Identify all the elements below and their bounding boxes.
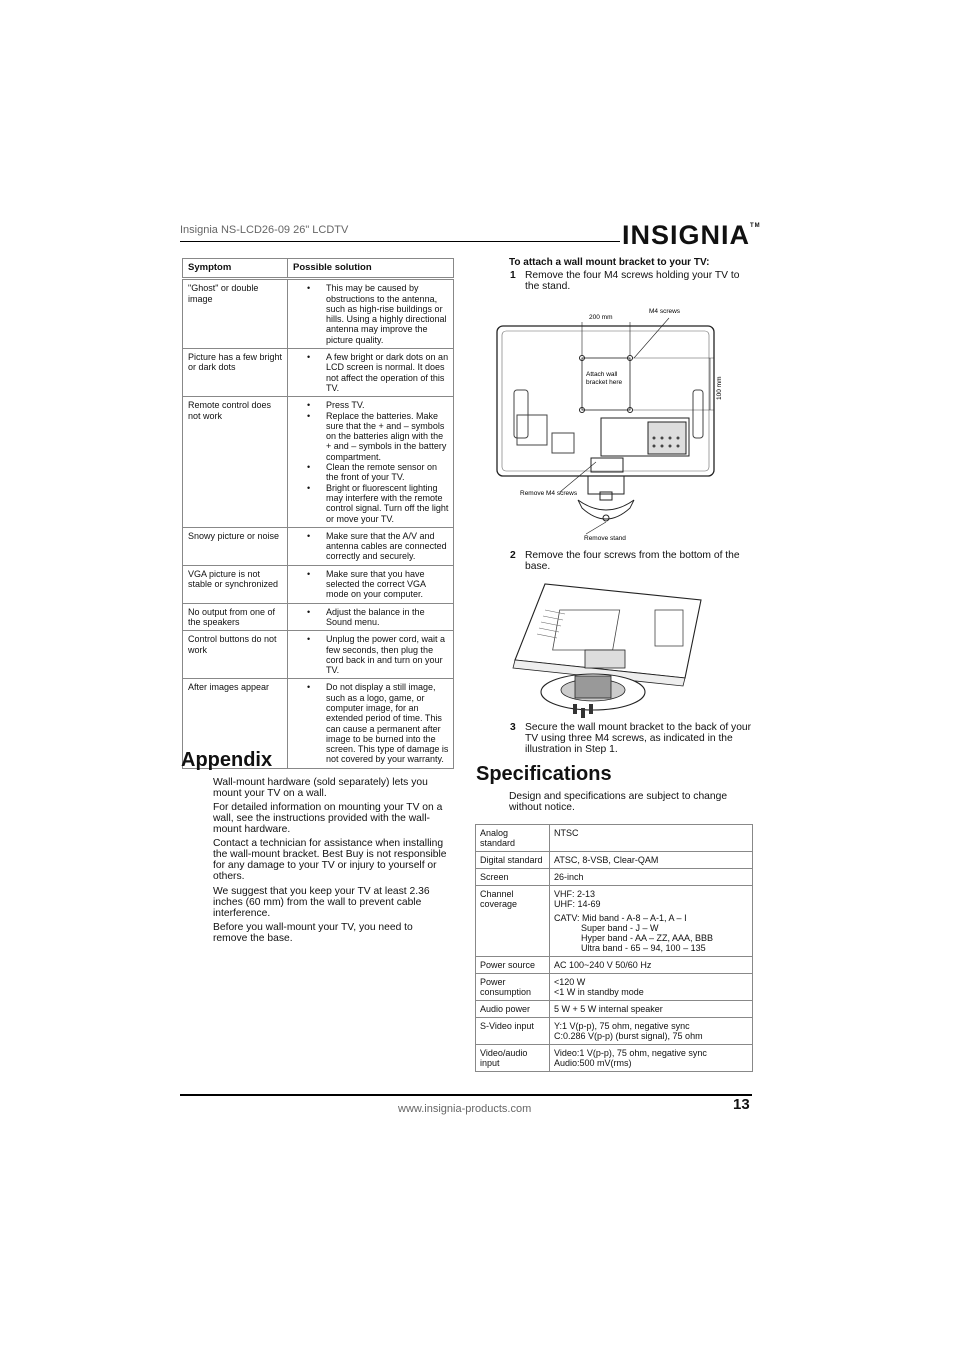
table-row — [183, 279, 454, 349]
spec-key: Audio power — [476, 1001, 550, 1018]
symptom-cell: Remote control does not work — [183, 397, 288, 528]
table-row — [476, 869, 753, 886]
solution-item: • Do not display a still image, such as a logo, game, or computer image, for an extended period of time. This can cause a permanent after image to be burned into the screen. This type of damage is not covered by your warranty. — [326, 682, 449, 764]
troubleshooting-table — [182, 258, 454, 769]
spec-value-line: <120 W — [554, 977, 586, 987]
figure-label: bracket here — [586, 379, 623, 386]
spec-value — [550, 1001, 753, 1018]
spec-key: Video/audio input — [476, 1045, 550, 1072]
table-row — [476, 825, 753, 852]
spec-value-line: Video:1 V(p-p), 75 ohm, negative sync — [554, 1048, 707, 1058]
table-row — [183, 397, 454, 528]
table-row — [183, 565, 454, 603]
solution-cell — [288, 349, 454, 397]
spec-value — [550, 1018, 753, 1045]
spec-key: S-Video input — [476, 1018, 550, 1045]
symptom-cell: Picture has a few bright or dark dots — [183, 349, 288, 397]
solution-item: • Adjust the balance in the Sound menu. — [326, 607, 449, 628]
table-row — [476, 1018, 753, 1045]
header-rule — [180, 241, 620, 242]
solution-cell — [288, 397, 454, 528]
figure-label: M4 screws — [649, 308, 681, 315]
spec-key: Analog standard — [476, 825, 550, 852]
spec-value-line: C:0.286 V(p-p) (burst signal), 75 ohm — [554, 1031, 703, 1041]
step-number: 1 — [510, 270, 516, 281]
tv-back-illustration — [494, 300, 726, 548]
spec-value-line: VHF: 2-13 — [554, 889, 596, 899]
step-number: 3 — [510, 722, 516, 733]
table-row — [476, 852, 753, 869]
spec-value-line: Hyper band - AA – ZZ, AAA, BBB — [581, 933, 714, 943]
logo-tm: TM — [750, 223, 761, 229]
symptom-header: Symptom — [183, 259, 288, 279]
solution-item: • This may be caused by obstructions to the antenna, such as high-rise buildings or hills. Using a highly directional antenna may improve the picture quality. — [326, 283, 449, 345]
solution-item: • Unplug the power cord, wait a few seconds, then plug the cord back in and turn on your TV. — [326, 634, 449, 675]
solution-cell — [288, 631, 454, 679]
step-3 — [510, 722, 753, 755]
spec-value — [550, 1045, 753, 1072]
appendix-paragraph: We suggest that you keep your TV at least 2.36 inches (60 mm) from the wall to prevent cable interference. — [213, 886, 430, 919]
solution-item: • Make sure that the A/V and antenna cables are connected correctly and securely. — [326, 531, 449, 562]
figure-label: Attach wall — [586, 371, 618, 378]
appendix-heading: Appendix — [181, 749, 273, 771]
spec-key: Power source — [476, 957, 550, 974]
step-2 — [510, 550, 753, 572]
table-row — [476, 886, 753, 957]
running-header: Insignia NS-LCD26-09 26" LCDTV — [180, 224, 349, 236]
solution-item: • A few bright or dark dots on an LCD screen is normal. It does not affect the operation of this TV. — [326, 352, 449, 393]
table-row — [183, 631, 454, 679]
figure-label: Remove M4 screws — [520, 490, 578, 497]
solution-cell — [288, 565, 454, 603]
symptom-cell: Snowy picture or noise — [183, 527, 288, 565]
appendix-paragraph: Before you wall-mount your TV, you need to remove the base. — [213, 922, 413, 944]
solution-item: • Clean the remote sensor on the front of your TV. — [326, 462, 449, 483]
step-1 — [510, 270, 753, 292]
spec-value-line: NTSC — [554, 828, 579, 838]
spec-value-line: Y:1 V(p-p), 75 ohm, negative sync — [554, 1021, 690, 1031]
appendix-paragraph: For detailed information on mounting your TV on a wall, see the instructions provided with the wall-mount hardware. — [213, 802, 443, 835]
spec-value-line: Audio:500 mV(rms) — [554, 1058, 632, 1068]
symptom-cell: No output from one of the speakers — [183, 603, 288, 631]
spec-value-line: 5 W + 5 W internal speaker — [554, 1004, 663, 1014]
step-text: Secure the wall mount bracket to the back of your TV using three M4 screws, as indicated in the illustration in Step 1. — [525, 722, 752, 755]
figure-label: 100 mm — [716, 376, 723, 400]
specifications-table — [475, 824, 753, 1072]
spec-value-line: UHF: 14-69 — [554, 899, 601, 909]
table-row — [183, 603, 454, 631]
appendix-paragraph: Contact a technician for assistance when installing the wall-mount bracket. Best Buy is not responsible for any damage to your TV or injury to yourself or others. — [213, 838, 447, 882]
figure-label: 200 mm — [589, 314, 613, 321]
spec-value — [550, 852, 753, 869]
insignia-logo — [622, 220, 761, 251]
spec-value-line: AC 100~240 V 50/60 Hz — [554, 960, 652, 970]
spec-key: Screen — [476, 869, 550, 886]
spec-value-line: Ultra band - 65 – 94, 100 – 135 — [581, 943, 706, 953]
solution-cell — [288, 527, 454, 565]
solution-header: Possible solution — [288, 259, 454, 279]
solution-item: • Replace the batteries. Make sure that the + and – symbols on the batteries align with the + and – symbols in the battery compartment. — [326, 411, 449, 462]
footer-url: www.insignia-products.com — [398, 1103, 532, 1115]
page-number: 13 — [733, 1096, 750, 1113]
appendix-paragraph: Wall-mount hardware (sold separately) lets you mount your TV on a wall. — [213, 777, 428, 799]
table-row — [476, 974, 753, 1001]
spec-key: Power consumption — [476, 974, 550, 1001]
symptom-cell: Control buttons do not work — [183, 631, 288, 679]
spec-key: Channel coverage — [476, 886, 550, 957]
spec-value — [550, 869, 753, 886]
spec-value-line: 26-inch — [554, 872, 584, 882]
spec-value — [550, 825, 753, 852]
footer-rule — [180, 1094, 752, 1096]
solution-cell — [288, 603, 454, 631]
wall-mount-instructions-title: To attach a wall mount bracket to your TV: — [509, 257, 710, 268]
specifications-heading: Specifications — [476, 763, 612, 785]
base-removal-illustration — [505, 580, 705, 720]
solution-cell — [288, 679, 454, 768]
table-row — [476, 1045, 753, 1072]
symptom-cell: VGA picture is not stable or synchronized — [183, 565, 288, 603]
table-row — [183, 349, 454, 397]
solution-item: • Bright or fluorescent lighting may interfere with the remote control signal. Turn off the light or move your TV. — [326, 483, 449, 524]
spec-value-line: <1 W in standby mode — [554, 987, 644, 997]
spec-value — [550, 974, 753, 1001]
spec-value — [550, 957, 753, 974]
table-row — [476, 1001, 753, 1018]
spec-key: Digital standard — [476, 852, 550, 869]
table-row — [183, 527, 454, 565]
symptom-cell: After images appear — [183, 679, 288, 768]
spec-value — [550, 886, 753, 957]
solution-cell — [288, 279, 454, 349]
spec-value-line: CATV: Mid band - A-8 – A-1, A – I — [554, 913, 687, 923]
spec-value-line: ATSC, 8-VSB, Clear-QAM — [554, 855, 659, 865]
table-row — [476, 957, 753, 974]
solution-item: • Make sure that you have selected the correct VGA mode on your computer. — [326, 569, 449, 600]
spec-value-line: Super band - J – W — [581, 923, 659, 933]
solution-item: • Press TV. — [326, 400, 449, 410]
logo-text: INSIGNIA — [622, 220, 751, 250]
step-number: 2 — [510, 550, 516, 561]
step-text: Remove the four M4 screws holding your TV to the stand. — [525, 270, 740, 292]
specifications-note: Design and specifications are subject to change without notice. — [509, 791, 728, 813]
symptom-cell: "Ghost" or double image — [183, 279, 288, 349]
step-text: Remove the four screws from the bottom of the base. — [525, 550, 740, 572]
figure-label: Remove stand — [584, 535, 626, 542]
